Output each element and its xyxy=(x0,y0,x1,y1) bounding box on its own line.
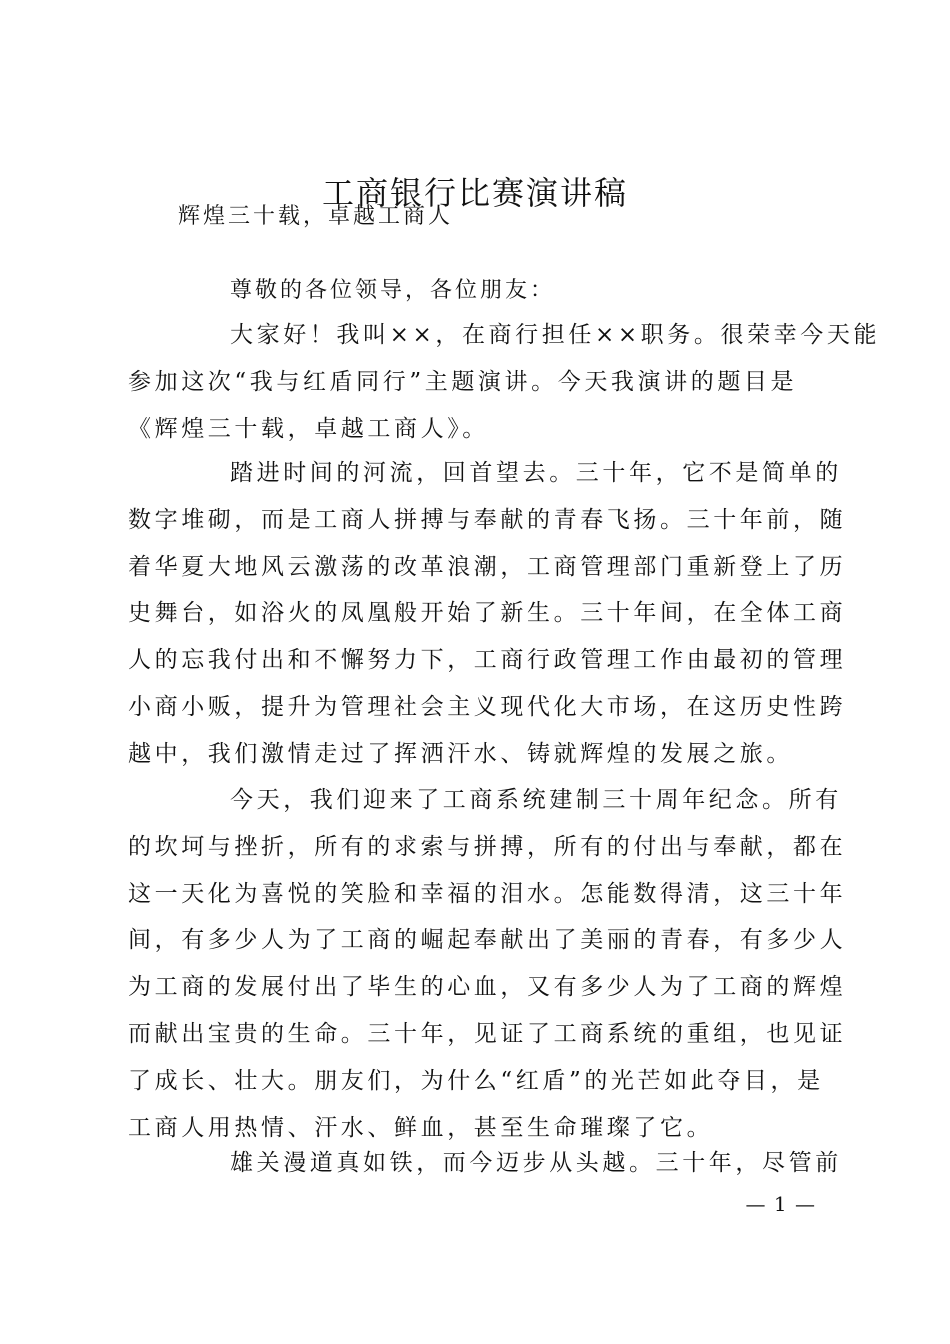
paragraph-line: 踏进时间的河流，回首望去。三十年，它不是简单的 xyxy=(230,460,842,486)
paragraph-line: 人的忘我付出和不懈努力下，工商行政管理工作由最初的管理 xyxy=(128,647,847,674)
speech-salutation: 尊敬的各位领导，各位朋友： xyxy=(230,278,556,303)
paragraph-line: 为工商的发展付出了毕生的心血，又有多少人为了工商的辉煌 xyxy=(128,974,847,1001)
paragraph-line: 今天，我们迎来了工商系统建制三十周年纪念。所有 xyxy=(230,787,842,813)
paragraph-line: 数字堆砌，而是工商人拼搏与奉献的青春飞扬。三十年前，随 xyxy=(128,506,847,533)
paragraph-line: 间，有多少人为了工商的崛起奉献出了美丽的青春，有多少人 xyxy=(128,927,847,954)
paragraph-line: 的坎坷与挫折，所有的求索与拼搏，所有的付出与奉献，都在 xyxy=(128,833,847,860)
paragraph-anniversary xyxy=(128,777,847,1151)
paragraph-line: 小商小贩，提升为管理社会主义现代化大市场，在这历史性跨 xyxy=(128,693,847,720)
speech-subtitle: 辉煌三十载，卓越工商人 xyxy=(178,204,454,229)
paragraph-line: 大家好！我叫××，在商行担任××职务。很荣幸今天能 xyxy=(230,322,881,348)
page-number: — 1 — xyxy=(745,1192,816,1216)
paragraph-continuation xyxy=(128,1140,842,1187)
paragraph-introduction xyxy=(128,312,881,452)
paragraph-line: 而献出宝贵的生命。三十年，见证了工商系统的重组，也见证 xyxy=(128,1020,847,1047)
paragraph-line: 越中，我们激情走过了挥洒汗水、铸就辉煌的发展之旅。 xyxy=(128,740,793,767)
paragraph-line: 了成长、壮大。朋友们，为什么“红盾”的光芒如此夺目，是 xyxy=(128,1067,824,1094)
paragraph-line: 参加这次“我与红盾同行”主题演讲。今天我演讲的题目是 xyxy=(128,368,798,395)
document-title: 工商银行比赛演讲稿 xyxy=(321,174,628,212)
paragraph-line: 《辉煌三十载，卓越工商人》。 xyxy=(128,415,489,442)
paragraph-history xyxy=(128,450,847,778)
paragraph-line: 雄关漫道真如铁，而今迈步从头越。三十年，尽管前 xyxy=(230,1150,842,1176)
paragraph-line: 着华夏大地风云激荡的改革浪潮，工商管理部门重新登上了历 xyxy=(128,553,847,580)
paragraph-line: 这一天化为喜悦的笑脸和幸福的泪水。怎能数得清，这三十年 xyxy=(128,880,847,907)
paragraph-line: 工商人用热情、汗水、鲜血，甚至生命璀璨了它。 xyxy=(128,1114,714,1141)
paragraph-line: 史舞台，如浴火的凤凰般开始了新生。三十年间，在全体工商 xyxy=(128,600,847,627)
